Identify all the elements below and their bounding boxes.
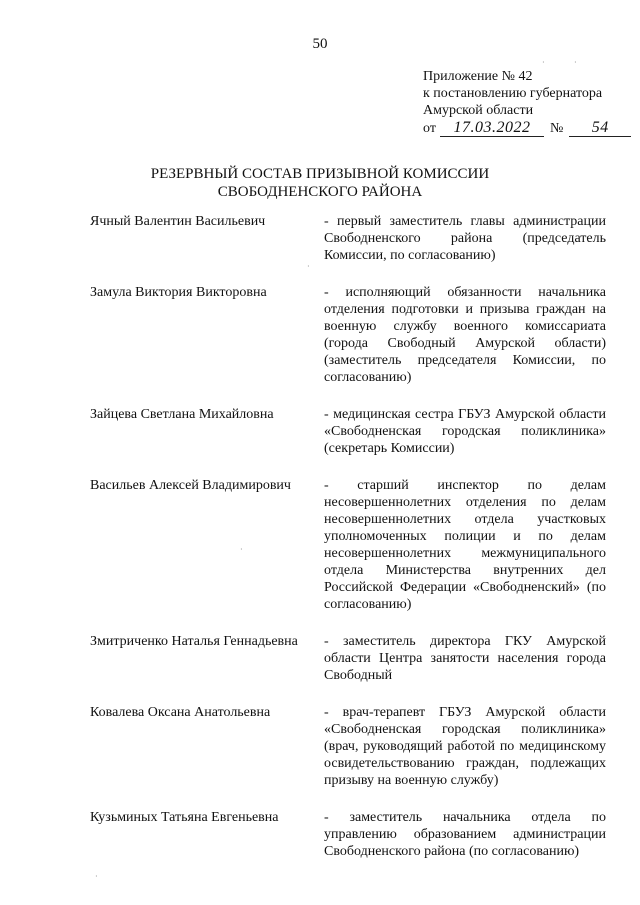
title-line-1: РЕЗЕРВНЫЙ СОСТАВ ПРИЗЫВНОЙ КОМИССИИ (150, 166, 490, 182)
from-label: от (423, 121, 436, 136)
member-name: Зайцева Светлана Михайловна (90, 407, 274, 422)
handwritten-number: 54 (569, 120, 631, 137)
appendix-line-1: Приложение № 42 (423, 69, 533, 84)
members-list (90, 213, 610, 860)
member-name: Ковалева Оксана Анатольевна (90, 705, 271, 720)
number-label: № (549, 121, 564, 136)
member-name: Кузьминых Татьяна Евгеньевна (90, 810, 279, 825)
scan-speck: · (240, 545, 243, 554)
scan-speck: · (574, 58, 577, 67)
appendix-date-number-line (423, 120, 631, 137)
member-role: - старший инспектор по делам несовершеннолетних отделения по делам несовершеннолетних отдела участковых уполномоченных полиции и по делам несовершеннолетних межмуниципального отдела Министерства внутренних дел Российской Федерации «Свободненский» (по согласованию) (324, 478, 606, 612)
title-line-2: СВОБОДНЕНСКОГО РАЙОНА (217, 184, 423, 200)
appendix-block (423, 68, 631, 137)
member-role: - первый заместитель главы администрации Свободненского района (председатель Комиссии, по согласованию) (324, 214, 606, 263)
handwritten-date: 17.03.2022 (440, 120, 544, 137)
member-role: - заместитель директора ГКУ Амурской области Центра занятости населения города Свободный (324, 634, 606, 683)
member-entry (90, 406, 610, 457)
member-name: Ячный Валентин Васильевич (90, 214, 266, 229)
member-entry (90, 477, 610, 613)
member-role: - медицинская сестра ГБУЗ Амурской области «Свободненская городская поликлиника» (секретарь Комиссии) (324, 407, 606, 456)
appendix-line-3: Амурской области (423, 103, 534, 118)
member-entry (90, 704, 610, 789)
member-role: - врач-терапевт ГБУЗ Амурской области «Свободненская городская поликлиника» (врач, руководящий работой по медицинскому освидетельствованию граждан, подлежащих призыву на военную службу) (324, 705, 606, 788)
member-entry (90, 809, 610, 860)
scan-speck: · (542, 58, 545, 67)
member-entry (90, 213, 610, 264)
member-entry (90, 284, 610, 386)
member-name: Васильев Алексей Владимирович (90, 478, 291, 493)
scan-speck: · (95, 872, 98, 881)
member-name: Замула Виктория Викторовна (90, 285, 267, 300)
member-role: - заместитель начальника отдела по управлению образованием администрации Свободненского района (по согласованию) (324, 810, 606, 859)
member-name: Змитриченко Наталья Геннадьевна (90, 634, 298, 649)
page-number: 50 (312, 36, 328, 52)
member-entry (90, 633, 610, 684)
document-title (0, 165, 640, 201)
appendix-line-2: к постановлению губернатора (423, 86, 603, 101)
member-role: - исполняющий обязанности начальника отделения подготовки и призыва граждан на военную службу военного комиссариата (города Свободный Амурской области) (заместитель председателя Комиссии, по согласованию) (324, 285, 606, 385)
scan-speck: · (307, 262, 310, 271)
